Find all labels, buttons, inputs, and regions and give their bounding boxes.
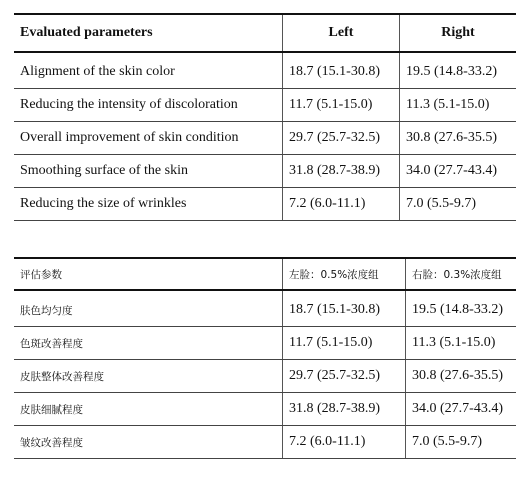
row-right-value: 7.0 (5.5-9.7) — [400, 188, 517, 221]
table-row — [14, 360, 516, 393]
row-parameter: Alignment of the skin color — [14, 56, 283, 89]
row-right-value: 19.5 (14.8-33.2) — [400, 56, 517, 89]
row-parameter: Reducing the size of wrinkles — [14, 188, 283, 221]
header-right: 右脸：0.3%浓度组 — [406, 258, 517, 290]
table-row — [14, 426, 516, 459]
row-parameter: 色斑改善程度 — [14, 327, 283, 360]
evaluation-table-chinese — [14, 257, 516, 459]
row-left-value: 11.7 (5.1-15.0) — [283, 327, 406, 360]
row-left-value: 11.7 (5.1-15.0) — [283, 89, 400, 122]
table-row — [14, 393, 516, 426]
row-right-value: 11.3 (5.1-15.0) — [406, 327, 517, 360]
evaluation-table-english — [14, 13, 516, 221]
table-header-row — [14, 258, 516, 290]
table-row — [14, 188, 516, 221]
row-left-value: 31.8 (28.7-38.9) — [283, 393, 406, 426]
row-right-value: 7.0 (5.5-9.7) — [406, 426, 517, 459]
table-row — [14, 294, 516, 327]
row-left-value: 18.7 (15.1-30.8) — [283, 294, 406, 327]
row-parameter: 皮肤整体改善程度 — [14, 360, 283, 393]
row-parameter: Overall improvement of skin condition — [14, 122, 283, 155]
row-right-value: 34.0 (27.7-43.4) — [406, 393, 517, 426]
table-header-row — [14, 14, 516, 52]
header-left: Left — [283, 14, 400, 52]
row-parameter: 皮肤细腻程度 — [14, 393, 283, 426]
row-right-value: 34.0 (27.7-43.4) — [400, 155, 517, 188]
header-left: 左脸：0.5%浓度组 — [283, 258, 406, 290]
row-parameter: 皱纹改善程度 — [14, 426, 283, 459]
row-left-value: 7.2 (6.0-11.1) — [283, 188, 400, 221]
table-row — [14, 56, 516, 89]
header-right: Right — [400, 14, 517, 52]
table-row — [14, 122, 516, 155]
header-parameter: 评估参数 — [14, 258, 283, 290]
table-row — [14, 327, 516, 360]
table-row — [14, 89, 516, 122]
row-right-value: 30.8 (27.6-35.5) — [400, 122, 517, 155]
row-parameter: Smoothing surface of the skin — [14, 155, 283, 188]
row-parameter: 肤色均匀度 — [14, 294, 283, 327]
row-left-value: 7.2 (6.0-11.1) — [283, 426, 406, 459]
row-left-value: 31.8 (28.7-38.9) — [283, 155, 400, 188]
row-left-value: 18.7 (15.1-30.8) — [283, 56, 400, 89]
row-left-value: 29.7 (25.7-32.5) — [283, 122, 400, 155]
table-row — [14, 155, 516, 188]
header-parameter: Evaluated parameters — [14, 14, 283, 52]
row-parameter: Reducing the intensity of discoloration — [14, 89, 283, 122]
row-right-value: 19.5 (14.8-33.2) — [406, 294, 517, 327]
row-right-value: 30.8 (27.6-35.5) — [406, 360, 517, 393]
row-left-value: 29.7 (25.7-32.5) — [283, 360, 406, 393]
row-right-value: 11.3 (5.1-15.0) — [400, 89, 517, 122]
